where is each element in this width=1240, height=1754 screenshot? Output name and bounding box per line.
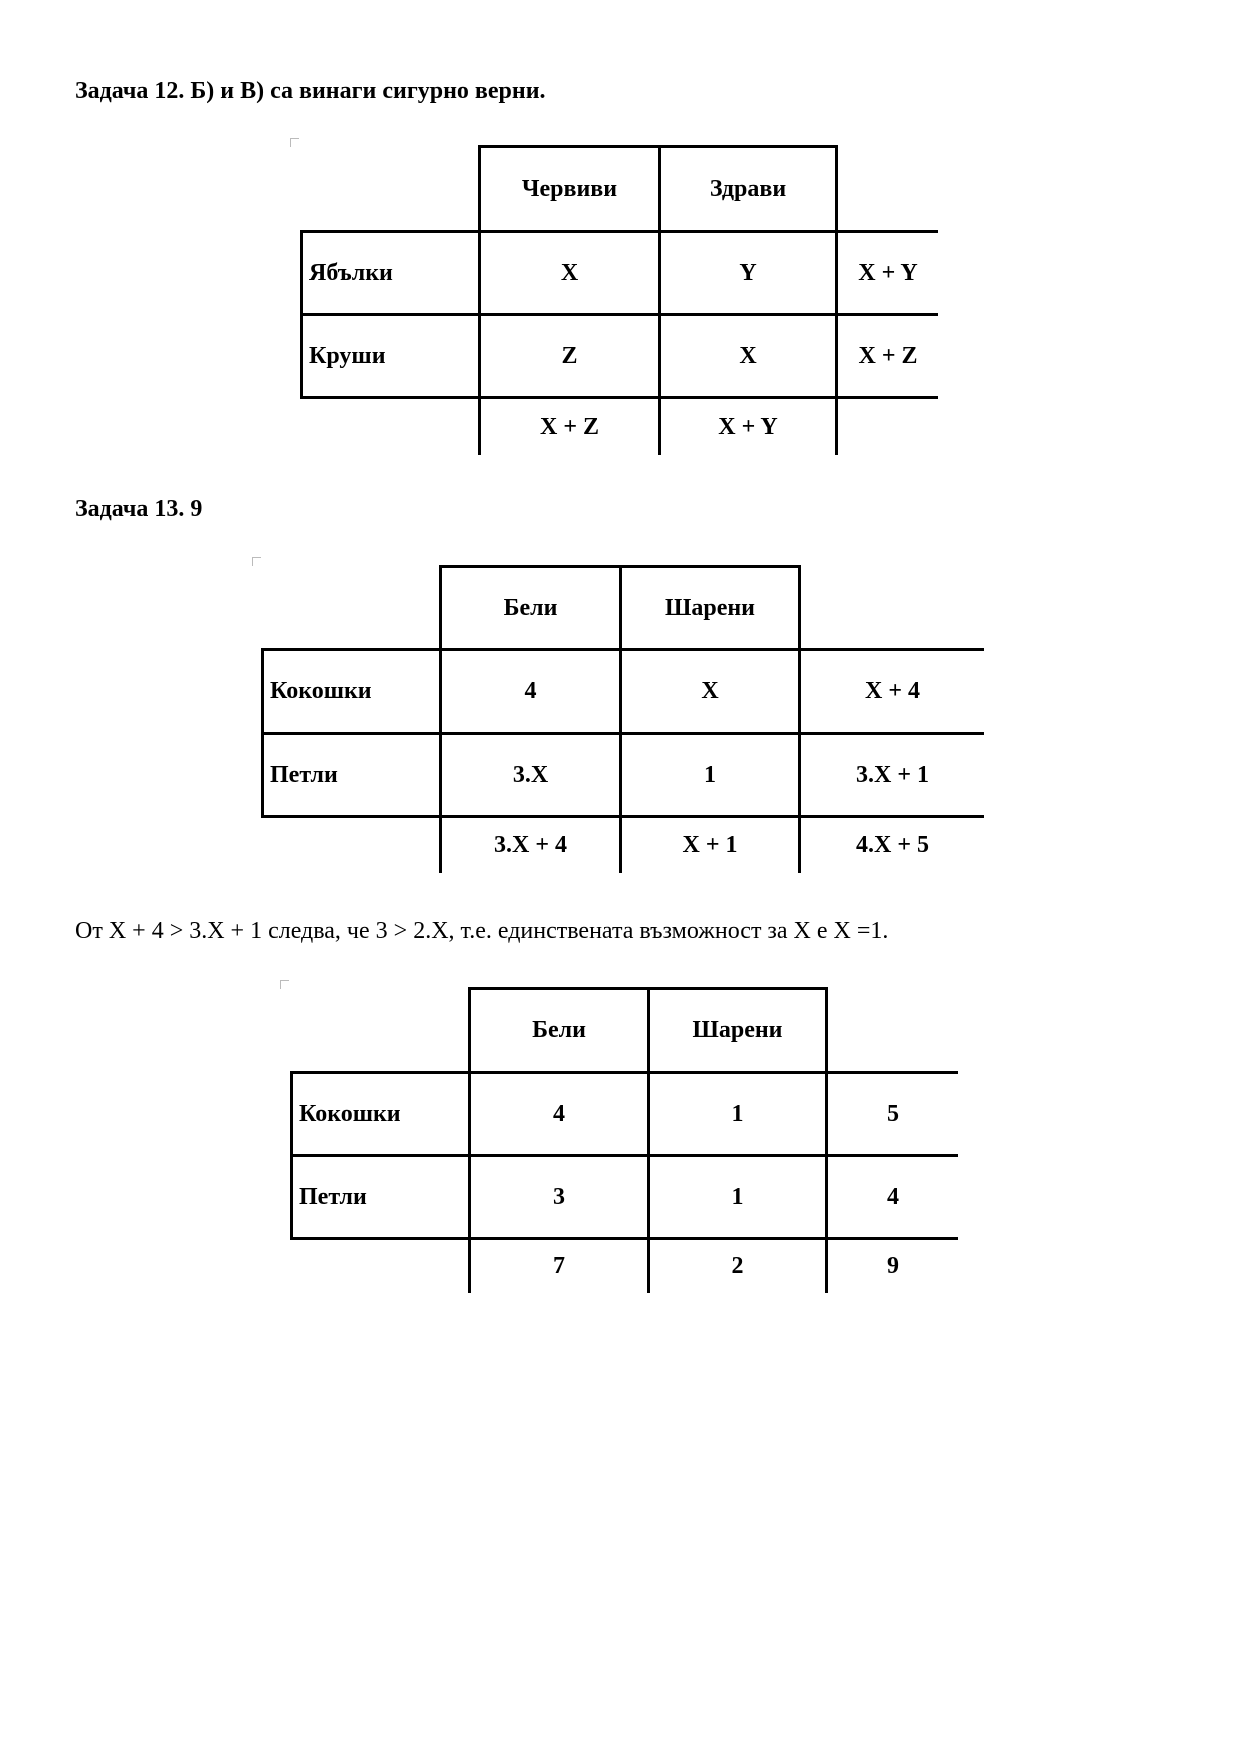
table-cell: Z (561, 342, 578, 369)
column-header: Шарени (692, 1017, 783, 1043)
corner-mark (280, 980, 289, 989)
grand-total: 9 (887, 1253, 899, 1279)
column-total: 7 (553, 1253, 565, 1279)
table-cell: 3.X (512, 761, 549, 788)
task-13-heading: Задача 13. 9 (75, 496, 203, 522)
row-total: X + Y (858, 259, 918, 286)
task-13-table-2 (290, 987, 970, 1293)
column-header: Червиви (521, 175, 618, 202)
task-13-table-1 (261, 565, 991, 873)
row-total: 3.X + 1 (855, 761, 929, 788)
table-cell: X (701, 678, 719, 704)
column-header: Здрави (709, 175, 787, 202)
row-total: 4 (887, 1183, 899, 1210)
row-label: Круши (309, 342, 386, 369)
column-header: Бели (532, 1017, 586, 1043)
column-header: Шарени (664, 594, 755, 621)
row-label: Кокошки (270, 678, 372, 704)
row-label: Петли (299, 1183, 367, 1210)
table-cell: 1 (704, 761, 716, 788)
column-total: X + Z (539, 413, 599, 440)
column-total: 2 (731, 1253, 744, 1279)
row-total: X + Z (858, 342, 918, 369)
row-label: Ябълки (309, 259, 393, 286)
corner-mark (252, 557, 261, 566)
table-cell: 3 (553, 1183, 565, 1210)
task-12-heading: Задача 12. Б) и В) са винаги сигурно верни. (75, 78, 546, 104)
row-total: 5 (887, 1100, 899, 1127)
corner-mark (290, 138, 299, 147)
table-cell: 1 (731, 1100, 744, 1127)
row-label: Кокошки (299, 1100, 401, 1127)
column-total: 3.X + 4 (493, 832, 567, 858)
table-cell: X (739, 342, 757, 369)
table-cell: X (560, 259, 579, 286)
grand-total: 4.X + 5 (855, 832, 929, 858)
task-12-table (300, 145, 950, 455)
column-total: X + Y (718, 413, 778, 440)
table-cell: 1 (731, 1183, 744, 1210)
column-header: Бели (503, 594, 558, 621)
table-cell: 4 (553, 1100, 565, 1127)
table-cell: 4 (524, 678, 537, 704)
explanation-text: От X + 4 > 3.X + 1 следва, че 3 > 2.X, т.е. единствената възможност за X е X =1. (75, 918, 889, 944)
row-label: Петли (270, 761, 338, 788)
column-total: X + 1 (682, 832, 738, 858)
table-cell: Y (739, 259, 757, 286)
row-total: X + 4 (864, 678, 920, 704)
